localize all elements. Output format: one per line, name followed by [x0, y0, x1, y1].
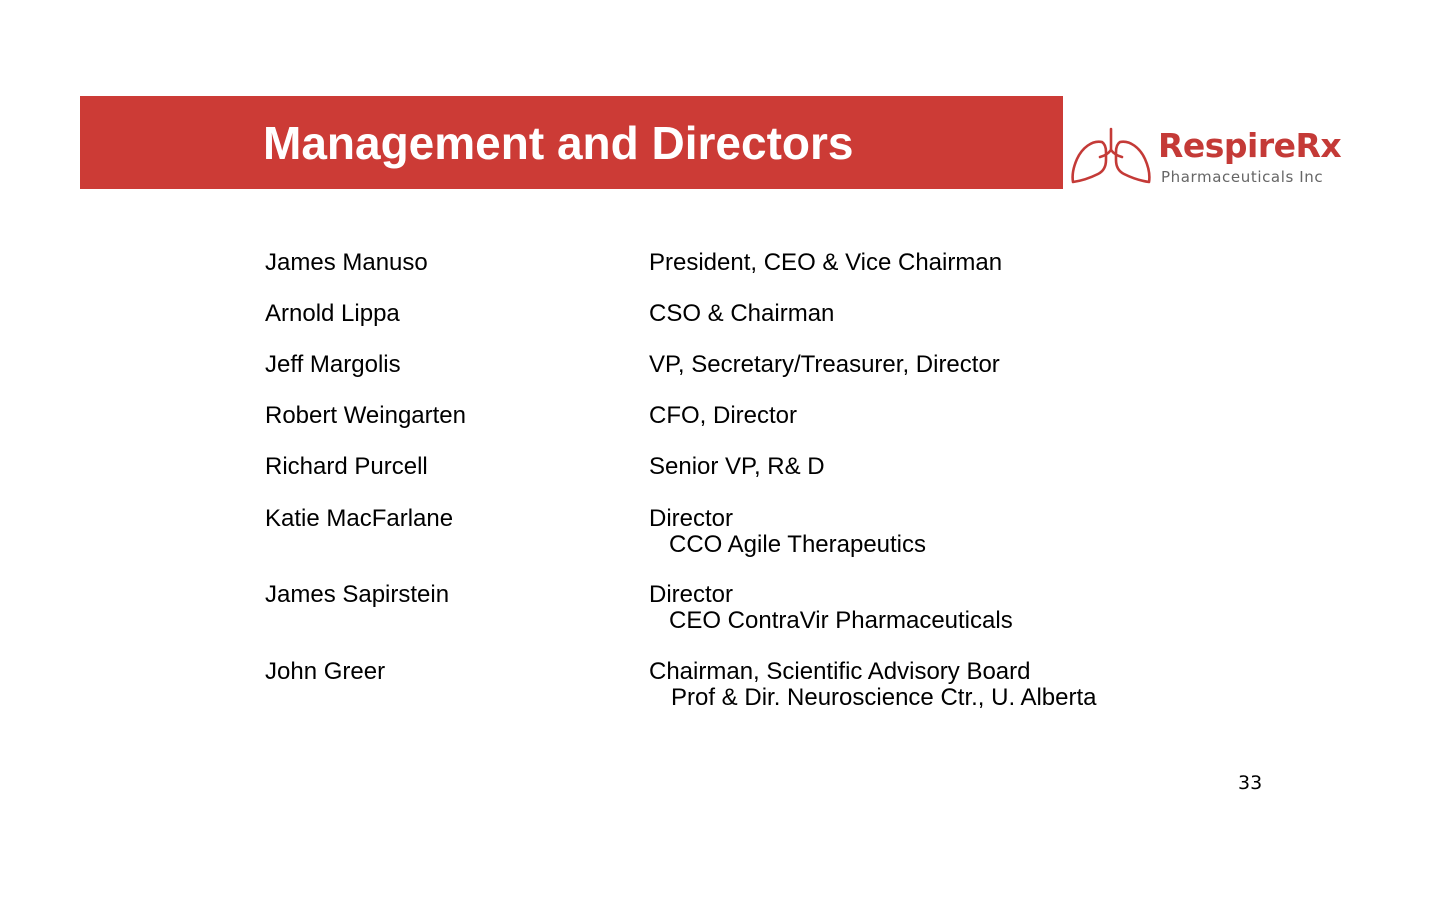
person-role: Chairman, Scientific Advisory Board	[649, 658, 1031, 685]
page-number: 33	[1238, 772, 1263, 794]
slide-title: Management and Directors	[263, 117, 854, 169]
person-name: Katie MacFarlane	[265, 505, 454, 532]
company-logo	[1068, 126, 1368, 192]
person-name: Arnold Lippa	[265, 300, 400, 327]
person-role: Senior VP, R& D	[649, 453, 825, 480]
person-role: VP, Secretary/Treasurer, Director	[649, 351, 1000, 378]
person-name: Richard Purcell	[265, 453, 428, 480]
person-name: James Manuso	[265, 249, 428, 276]
person-affiliation: Prof & Dir. Neuroscience Ctr., U. Alberta	[671, 684, 1097, 711]
person-affiliation: CCO Agile Therapeutics	[669, 531, 927, 558]
person-role: CFO, Director	[649, 402, 798, 429]
lungs-icon	[1068, 126, 1154, 188]
person-name: Jeff Margolis	[265, 351, 401, 378]
person-affiliation: CEO ContraVir Pharmaceuticals	[669, 607, 1013, 634]
person-role: Director	[649, 505, 734, 532]
person-name: James Sapirstein	[265, 581, 450, 608]
person-role: CSO & Chairman	[649, 300, 835, 327]
person-role: Director	[649, 581, 734, 608]
logo-subtitle: Pharmaceuticals Inc	[1161, 168, 1324, 186]
title-bar	[80, 96, 1063, 189]
person-role: President, CEO & Vice Chairman	[649, 249, 1003, 276]
person-name: John Greer	[265, 658, 386, 685]
logo-name: RespireRx	[1158, 126, 1342, 165]
person-name: Robert Weingarten	[265, 402, 466, 429]
